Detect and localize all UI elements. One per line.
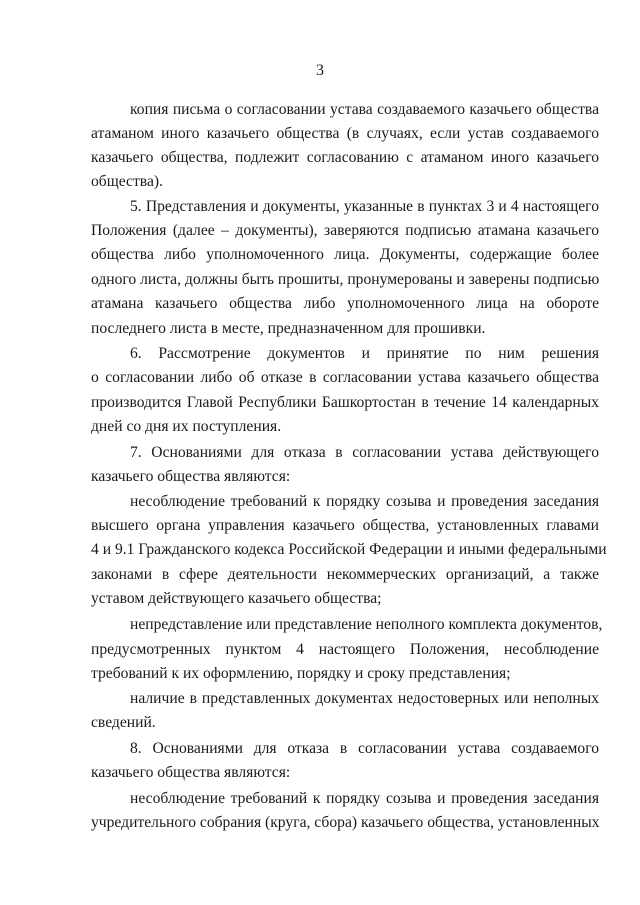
text-line: Положения (далее – документы), заверяются подписью атамана казачьего: [91, 222, 599, 239]
text-line: дней со дня их поступления.: [91, 418, 282, 435]
text-line: 6. Рассмотрение документов и принятие по ним решения: [130, 345, 599, 362]
text-line: предусмотренных пунктом 4 настоящего Положения, несоблюдение: [91, 641, 599, 658]
text-line: законами в сфере деятельности некоммерческих организаций, а также: [91, 566, 599, 583]
text-line: несоблюдение требований к порядку созыва и проведения заседания: [130, 790, 599, 807]
text-line: непредставление или представление неполного комплекта документов,: [130, 616, 603, 633]
text-line: несоблюдение требований к порядку созыва и проведения заседания: [130, 493, 599, 510]
text-line: сведений.: [91, 714, 156, 731]
text-line: общества либо уполномоченного лица. Документы, содержащие более: [91, 246, 599, 263]
text-line: требований к их оформлению, порядку и сроку представления;: [91, 665, 511, 682]
text-line: 8. Основаниями для отказа в согласовании устава создаваемого: [130, 740, 599, 757]
text-line: наличие в представленных документах недостоверных или неполных: [130, 690, 599, 707]
text-line: высшего органа управления казачьего общества, установленных главами: [91, 517, 599, 534]
text-line: 7. Основаниями для отказа в согласовании устава действующего: [130, 444, 599, 461]
text-line: копия письма о согласовании устава создаваемого казачьего общества: [130, 101, 599, 118]
page-number: 3: [316, 62, 324, 79]
text-line: производится Главой Республики Башкортостан в течение 14 календарных: [91, 394, 599, 411]
text-line: одного листа, должны быть прошиты, пронумерованы и заверены подписью: [91, 271, 600, 288]
text-line: учредительного собрания (круга, сбора) казачьего общества, установленных: [91, 814, 600, 831]
text-line: атаманом иного казачьего общества (в случаях, если устав создаваемого: [91, 125, 599, 142]
text-line: уставом действующего казачьего общества;: [91, 590, 382, 607]
text-line: казачьего общества являются:: [91, 468, 291, 485]
text-line: о согласовании либо об отказе в согласовании устава казачьего общества: [91, 369, 599, 386]
text-line: 5. Представления и документы, указанные в пунктах 3 и 4 настоящего: [130, 198, 599, 215]
text-line: атамана казачьего общества либо уполномоченного лица на обороте: [91, 295, 599, 312]
text-line: казачьего общества, подлежит согласованию с атаманом иного казачьего: [91, 149, 599, 166]
text-line: общества).: [91, 173, 163, 190]
text-line: казачьего общества являются:: [91, 764, 291, 781]
text-line: последнего листа в месте, предназначенном для прошивки.: [91, 320, 486, 337]
text-line: 4 и 9.1 Гражданского кодекса Российской Федерации и иными федеральными: [91, 541, 607, 558]
